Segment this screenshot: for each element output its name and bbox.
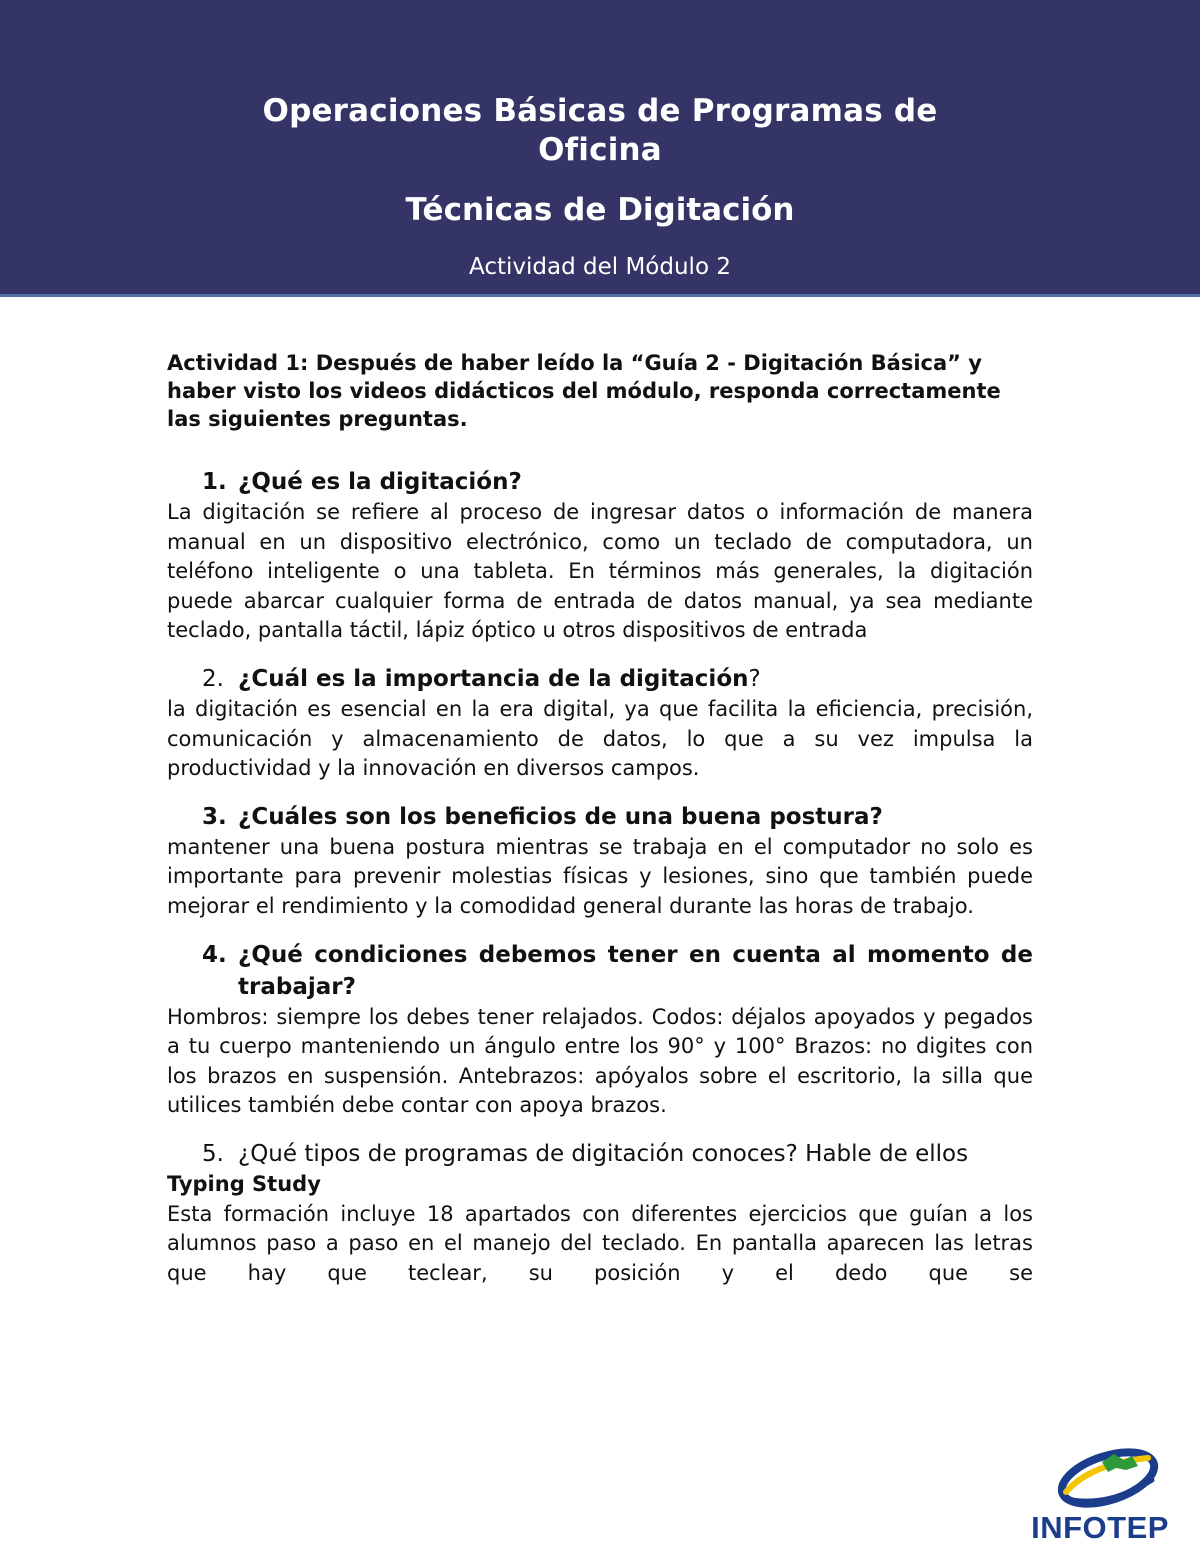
answer-5: Esta formación incluye 18 apartados con diferentes ejercicios que guían a los alumnos paso a paso en el manejo del teclado. En pantalla aparecen las letras que hay que teclear, su posición y el dedo que se — [167, 1201, 1033, 1285]
question-text: ¿Qué condiciones debemos tener en cuenta al momento de trabajar? — [238, 941, 1033, 1000]
document-body — [167, 349, 1033, 1288]
answer-4: Hombros: siempre los debes tener relajados. Codos: déjalos apoyados y pegados a tu cuerpo manteniendo un ángulo entre los 90° y 100° Brazos: no digites con los brazos en suspensión. Antebrazos: apóyalos sobre el escritorio, la silla que utilices también debe contar con apoya brazos. — [167, 1004, 1033, 1118]
question-number: 2. — [202, 665, 224, 692]
logo-wordmark: INFOTEP — [1031, 1510, 1169, 1545]
answer-1: La digitación se refiere al proceso de ingresar datos o información de manera manual en un dispositivo electrónico, como un teclado de computadora, un teléfono inteligente o una tableta. En términos más generales, la digitación puede abarcar cualquier forma de entrada de datos manual, ya sea mediante teclado, pantalla táctil, lápiz óptico u otros dispositivos de entrada — [167, 500, 1033, 643]
question-text: ¿Cuáles son los beneficios de una buena postura? — [238, 803, 883, 830]
header-banner — [0, 0, 1200, 297]
globe-logo-icon — [1020, 1440, 1180, 1520]
infotep-logo — [1020, 1440, 1180, 1550]
question-number: 5. — [202, 1140, 224, 1167]
question-text: ¿Cuál es la importancia de la digitación — [238, 665, 749, 692]
question-5 — [202, 1138, 1033, 1170]
activity-label: Actividad del Módulo 2 — [469, 254, 731, 280]
question-2 — [202, 663, 1033, 695]
program-name: Typing Study — [167, 1171, 321, 1196]
question-4 — [202, 939, 1033, 1003]
question-text: ¿Qué tipos de programas de digitación conoces? Hable de ellos — [238, 1140, 969, 1167]
question-number: 3. — [202, 803, 227, 830]
question-3 — [202, 801, 1033, 833]
question-1 — [202, 466, 1033, 498]
answer-3: mantener una buena postura mientras se trabaja en el computador no solo es importante para prevenir molestias físicas y lesiones, sino que también puede mejorar el rendimiento y la comodidad general durante las horas de trabajo. — [167, 834, 1033, 918]
document-subtitle: Técnicas de Digitación — [405, 192, 795, 228]
question-text: ¿Qué es la digitación? — [238, 469, 522, 495]
answer-2: la digitación es esencial en la era digital, ya que facilita la eficiencia, precisión, comunicación y almacenamiento de datos, lo que a su vez impulsa la productividad y la innovación en diversos campos. — [167, 696, 1033, 781]
question-mark: ? — [748, 665, 761, 692]
question-number: 4. — [202, 941, 227, 968]
activity-intro: Actividad 1: Después de haber leído la “Guía 2 - Digitación Básica” y haber visto los videos didácticos del módulo, responda correctamente las siguientes preguntas. — [167, 351, 1001, 431]
document-title: Operaciones Básicas de Programas de Oficina — [262, 93, 938, 168]
question-number: 1. — [202, 469, 227, 495]
